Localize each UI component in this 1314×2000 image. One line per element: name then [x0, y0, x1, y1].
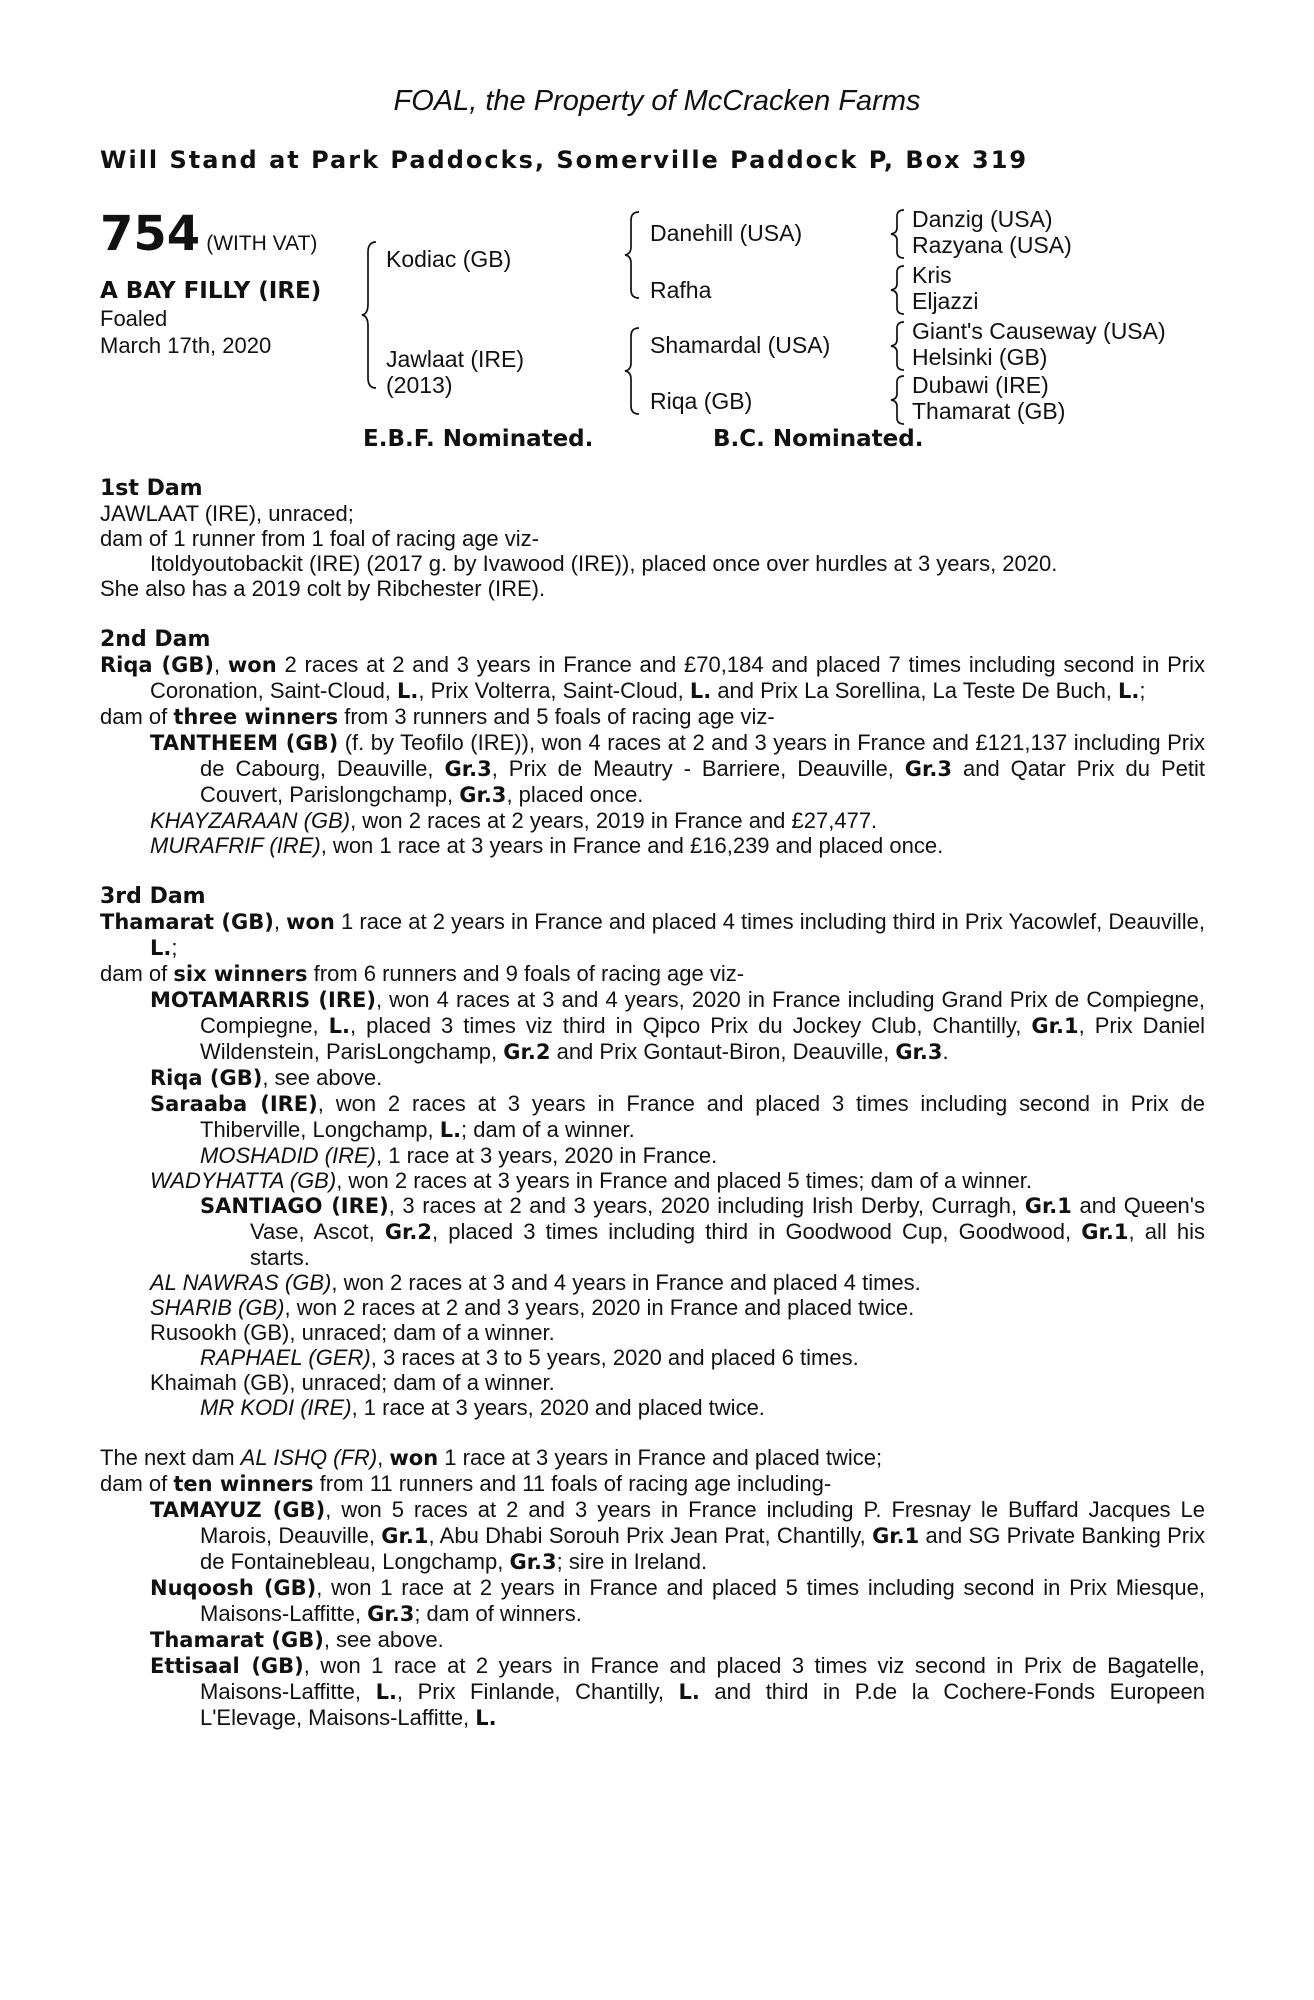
pedigree-paragraph: [100, 1143, 1205, 1168]
bold-text: SANTIAGO (IRE): [200, 1194, 389, 1218]
pedigree-sire: Kodiac (GB): [386, 246, 512, 272]
italic-name: AL ISHQ (FR): [240, 1445, 378, 1470]
pedigree-paragraph: [100, 652, 1205, 704]
text-run: and Prix Gontaut-Biron, Deauville,: [550, 1039, 896, 1064]
bold-text: TAMAYUZ (GB): [150, 1498, 326, 1522]
pedigree-dam-line2: (2013): [386, 372, 453, 398]
bold-text: Riqa (GB): [100, 653, 214, 677]
text-run: , all his starts.: [250, 1219, 1205, 1270]
text-run: 2 races at 2 and 3 years in France and £70,184 and placed 7 times including second in Prix Coronation, Saint-Cloud,: [150, 652, 1205, 703]
bold-text: won: [286, 910, 335, 934]
text-run: , placed once.: [506, 782, 644, 807]
horse-block: [100, 278, 321, 359]
pedigree-paragraph: [100, 475, 1205, 501]
bold-text: Gr.3: [367, 1602, 415, 1626]
catalogue-title: FOAL, the Property of McCracken Farms: [393, 85, 921, 117]
bold-text: Thamarat (GB): [150, 1628, 324, 1652]
pedigree-g3: Kris: [912, 262, 952, 288]
text-run: and Qatar Prix du Petit Couvert, Parislongchamp,: [200, 756, 1205, 807]
text-run: , won 1 race at 2 years in France and placed 3 times viz second in Prix de Bagatelle, Maisons-Laffitte,: [200, 1653, 1205, 1704]
pedigree-paragraph: [100, 833, 1205, 858]
text-run: and Prix La Sorellina, La Teste De Buch,: [711, 678, 1119, 703]
text-run: , won 2 races at 2 and 3 years, 2020 in France and placed twice.: [284, 1295, 915, 1320]
text-run: from 3 runners and 5 foals of racing age viz-: [338, 704, 775, 729]
pedigree-paragraph: [100, 1270, 1205, 1295]
text-run: , Prix Volterra, Saint-Cloud,: [418, 678, 690, 703]
text-run: ,: [214, 652, 228, 677]
pedigree-paragraph: [100, 730, 1205, 808]
pedigree-paragraph: [100, 883, 1205, 909]
text-run: and third in P.de la Cochere-Fonds Europeen L'Elevage, Maisons-Laffitte,: [200, 1679, 1205, 1730]
pedigree-paragraph: [100, 1627, 1205, 1653]
pedigree-paragraph: [100, 501, 1205, 526]
pedigree-g7: Dubawi (IRE): [912, 372, 1049, 398]
pedigree-paragraph: [100, 808, 1205, 833]
text-run: , 3 races at 2 and 3 years, 2020 including Irish Derby, Curragh,: [388, 1193, 1025, 1218]
pedigree-paragraph: [100, 1091, 1205, 1143]
bold-text: L.: [475, 1706, 497, 1730]
bold-text: Gr.2: [503, 1040, 551, 1064]
bold-text: ten winners: [173, 1472, 314, 1496]
text-run: The next dam: [100, 1445, 241, 1470]
text-run: Khaimah (GB), unraced; dam of a winner.: [150, 1370, 555, 1395]
bold-text: Gr.3: [509, 1550, 557, 1574]
text-run: , placed 3 times including third in Goodwood Cup, Goodwood,: [432, 1219, 1082, 1244]
bold-text: L.: [678, 1680, 700, 1704]
text-run: , 1 race at 3 years, 2020 in France.: [376, 1143, 718, 1168]
text-run: dam of 1 runner from 1 foal of racing age viz-: [100, 526, 539, 551]
bold-text: L.: [1118, 679, 1140, 703]
pedigree-paragraph: [100, 1193, 1205, 1270]
paragraph-gap: [100, 858, 1205, 883]
bold-text: L.: [689, 679, 712, 703]
text-run: .: [942, 1039, 949, 1064]
text-run: , Prix Finlande, Chantilly,: [396, 1679, 679, 1704]
text-run: , Prix Daniel Wildenstein, ParisLongchamp,: [200, 1013, 1205, 1064]
pedigree-paragraph: [100, 1345, 1205, 1370]
pedigree-paragraph: [100, 1445, 1205, 1471]
bold-text: Gr.3: [459, 783, 507, 807]
text-run: , won 2 races at 2 years, 2019 in France and £27,477.: [350, 808, 878, 833]
text-run: 1 race at 3 years in France and placed twice;: [438, 1445, 883, 1470]
text-run: ;: [1139, 678, 1146, 703]
text-run: Itoldyoutobackit (IRE) (2017 g. by Ivawood (IRE)), placed once over hurdles at 3 years, 2020.: [150, 551, 1058, 576]
bold-text: three winners: [173, 705, 339, 729]
italic-name: AL NAWRAS (GB): [150, 1270, 332, 1295]
bc-nominated: B.C. Nominated.: [713, 426, 924, 452]
text-run: , won 4 races at 3 and 4 years, 2020 in France including Grand Prix de Compiegne, Compiegne,: [200, 987, 1205, 1038]
text-run: , won 2 races at 3 years in France and placed 3 times including second in Prix de Thiberville, Longchamp,: [200, 1091, 1205, 1142]
section-heading: 1st Dam: [100, 476, 203, 501]
paragraph-gap: [100, 1420, 1205, 1445]
pedigree-paragraph: [100, 1471, 1205, 1497]
bold-text: Gr.1: [1024, 1194, 1072, 1218]
text-run: , see above.: [323, 1627, 444, 1652]
paragraph-gap: [100, 601, 1205, 626]
pedigree-paragraph: [100, 1320, 1205, 1345]
dam-history: [100, 475, 1205, 1731]
text-run: , 3 races at 3 to 5 years, 2020 and placed 6 times.: [370, 1345, 859, 1370]
pedigree-brace-g3: [889, 320, 907, 372]
pedigree-paragraph: [100, 576, 1205, 601]
section-heading: 2nd Dam: [100, 627, 211, 652]
text-run: , won 1 race at 2 years in France and placed 5 times including second in Prix Miesque, Maisons-Laffitte,: [200, 1575, 1205, 1626]
italic-name: MURAFRIF (IRE): [150, 833, 321, 858]
foaled-date: March 17th, 2020: [100, 333, 272, 358]
text-run: , won 2 races at 3 and 4 years in France and placed 4 times.: [331, 1270, 921, 1295]
text-run: , won 2 races at 3 years in France and placed 5 times; dam of a winner.: [336, 1168, 1032, 1193]
pedigree-paragraph: [100, 1575, 1205, 1627]
pedigree-paragraph: [100, 987, 1205, 1065]
pedigree-g5: Giant's Causeway (USA): [912, 318, 1166, 344]
bold-text: L.: [328, 1014, 351, 1038]
pedigree-paragraph: [100, 526, 1205, 551]
text-run: and SG Private Banking Prix de Fontainebleau, Longchamp,: [200, 1523, 1205, 1574]
bold-text: TANTHEEM (GB): [150, 731, 339, 755]
bold-text: L.: [375, 1680, 397, 1704]
text-run: ,: [273, 909, 287, 934]
pedigree-paragraph: [100, 1065, 1205, 1091]
pedigree-paragraph: [100, 551, 1205, 576]
bold-text: Gr.3: [895, 1040, 943, 1064]
text-run: , won 5 races at 2 and 3 years in France including P. Fresnay le Buffard Jacques Le Marois, Deauville,: [200, 1497, 1206, 1548]
pedigree-g4: Eljazzi: [912, 288, 979, 314]
bold-text: Gr.3: [444, 757, 492, 781]
pedigree-brace-g4: [889, 374, 907, 426]
bold-text: Gr.2: [384, 1220, 433, 1244]
text-run: 1 race at 2 years in France and placed 4 times including third in Prix Yacowlef, Deauville,: [334, 909, 1205, 934]
pedigree-paragraph: [100, 1653, 1205, 1731]
bold-text: six winners: [173, 962, 308, 986]
section-heading: 3rd Dam: [100, 884, 206, 909]
text-run: Rusookh (GB), unraced; dam of a winner.: [150, 1320, 555, 1345]
vat-note: (WITH VAT): [206, 232, 318, 255]
text-run: ,: [377, 1445, 390, 1470]
pedigree-dam-line1: Jawlaat (IRE): [386, 346, 525, 372]
bold-text: Saraaba (IRE): [150, 1092, 318, 1116]
text-run: dam of: [100, 961, 174, 986]
bold-text: Gr.1: [1031, 1014, 1079, 1038]
text-run: ; dam of winners.: [414, 1601, 582, 1626]
text-run: from 11 runners and 11 foals of racing age including-: [313, 1471, 832, 1496]
lot-number: 754: [100, 206, 201, 262]
text-run: ;: [171, 935, 178, 960]
italic-name: KHAYZARAAN (GB): [150, 808, 351, 833]
pedigree-brace-g2: [889, 264, 907, 316]
italic-name: WADYHATTA (GB): [150, 1168, 337, 1193]
text-run: , placed 3 times viz third in Qipco Prix du Jockey Club, Chantilly,: [350, 1013, 1032, 1038]
pedigree-dam-sire: Shamardal (USA): [650, 332, 831, 358]
bold-text: won: [227, 653, 277, 677]
pedigree-brace-sire: [623, 210, 643, 300]
pedigree-paragraph: [100, 909, 1205, 961]
pedigree-g1: Danzig (USA): [912, 206, 1053, 232]
bold-text: Ettisaal (GB): [150, 1654, 304, 1678]
bold-text: Thamarat (GB): [100, 910, 274, 934]
pedigree-paragraph: [100, 1395, 1205, 1420]
pedigree-sire-dam: Rafha: [650, 277, 712, 303]
text-run: ; dam of a winner.: [461, 1117, 635, 1142]
pedigree-g6: Helsinki (GB): [912, 344, 1048, 370]
pedigree-paragraph: [100, 1168, 1205, 1193]
pedigree-paragraph: [100, 961, 1205, 987]
italic-name: MOSHADID (IRE): [200, 1143, 376, 1168]
bold-text: Riqa (GB): [150, 1066, 263, 1090]
text-run: from 6 runners and 9 foals of racing age viz-: [307, 961, 745, 986]
ebf-nominated: E.B.F. Nominated.: [363, 426, 594, 452]
italic-name: MR KODI (IRE): [200, 1395, 352, 1420]
bold-text: Gr.3: [904, 757, 952, 781]
bold-text: Gr.1: [381, 1524, 429, 1548]
bold-text: Gr.1: [872, 1524, 920, 1548]
italic-name: SHARIB (GB): [150, 1295, 285, 1320]
bold-text: L.: [439, 1118, 462, 1142]
text-run: , Abu Dhabi Sorouh Prix Jean Prat, Chantilly,: [428, 1523, 873, 1548]
text-run: , 1 race at 3 years, 2020 and placed twice.: [351, 1395, 765, 1420]
text-run: , won 1 race at 3 years in France and £16,239 and placed once.: [320, 833, 944, 858]
text-run: and Queen's Vase, Ascot,: [250, 1193, 1205, 1244]
text-run: ; sire in Ireland.: [556, 1549, 708, 1574]
pedigree-paragraph: [100, 1497, 1205, 1575]
bold-text: Gr.1: [1081, 1220, 1129, 1244]
pedigree-paragraph: [100, 1295, 1205, 1320]
pedigree-paragraph: [100, 626, 1205, 652]
italic-name: RAPHAEL (GER): [200, 1345, 371, 1370]
pedigree-brace-main: [360, 240, 380, 390]
text-run: dam of: [100, 704, 174, 729]
text-run: dam of: [100, 1471, 174, 1496]
bold-text: Nuqoosh (GB): [150, 1576, 317, 1600]
pedigree-g2: Razyana (USA): [912, 232, 1072, 258]
horse-name: A BAY FILLY (IRE): [100, 278, 322, 304]
text-run: , see above.: [262, 1065, 383, 1090]
pedigree-paragraph: [100, 704, 1205, 730]
bold-text: won: [389, 1446, 439, 1470]
bold-text: MOTAMARRIS (IRE): [150, 988, 376, 1012]
bold-text: L.: [150, 936, 172, 960]
pedigree-paragraph: [100, 1370, 1205, 1395]
bold-text: L.: [397, 679, 419, 703]
pedigree-sire-sire: Danehill (USA): [650, 220, 803, 246]
pedigree-g8: Thamarat (GB): [912, 398, 1066, 424]
pedigree-dam-dam: Riqa (GB): [650, 388, 753, 414]
pedigree-brace-g1: [889, 208, 907, 260]
pedigree-brace-dam: [623, 326, 643, 416]
text-run: (f. by Teofilo (IRE)), won 4 races at 2 and 3 years in France and £121,137 including Prix de Cabourg, Deauville,: [200, 730, 1205, 781]
text-run: She also has a 2019 colt by Ribchester (IRE).: [100, 576, 546, 601]
lot-number-block: [100, 208, 317, 260]
foaled-label: Foaled: [100, 306, 168, 331]
text-run: JAWLAAT (IRE), unraced;: [100, 501, 354, 526]
text-run: , Prix de Meautry - Barriere, Deauville,: [491, 756, 905, 781]
stand-info: Will Stand at Park Paddocks, Somerville Paddock P, Box 319: [100, 146, 1029, 174]
